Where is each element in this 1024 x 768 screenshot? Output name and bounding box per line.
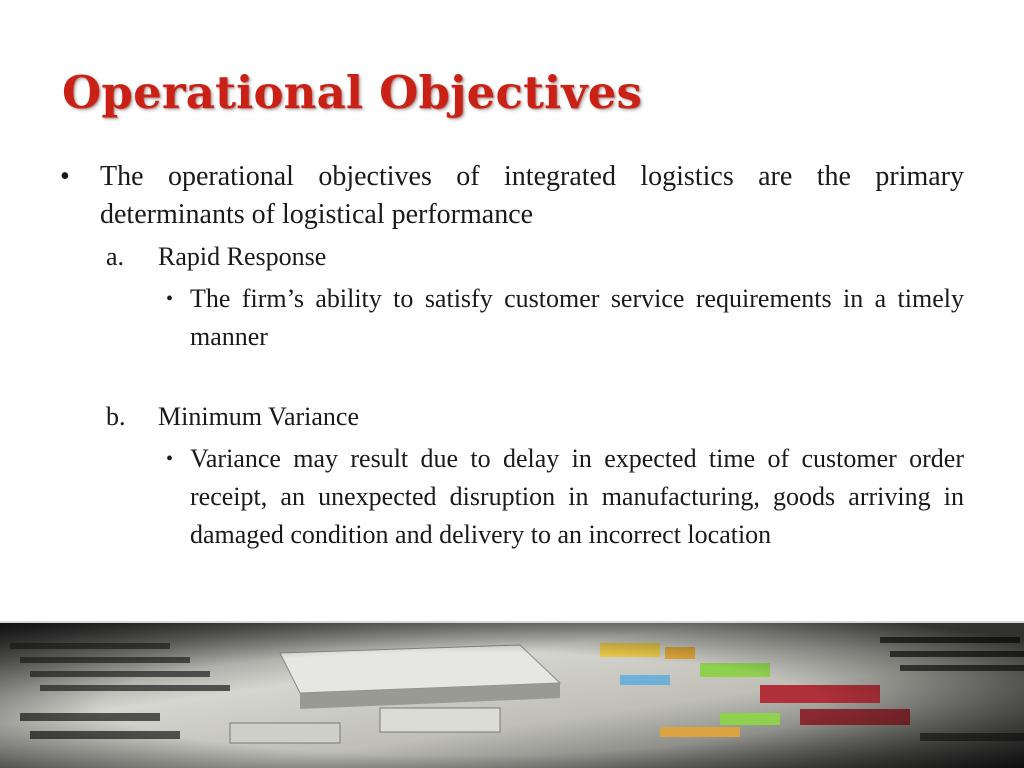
warehouse-image (0, 621, 1024, 768)
objective-label: Rapid Response (158, 242, 327, 271)
slide-title: Operational Objectives (62, 66, 643, 119)
bullet-icon: • (166, 288, 174, 310)
objective-detail-text: Variance may result due to delay in expected time of customer order receipt, an unexpected disruption in manufacturing, goods arriving in damaged condition and delivery to an incorrect location (190, 444, 964, 549)
intro-bullet-item (60, 158, 964, 234)
bullet-icon: • (60, 161, 70, 192)
objective-detail-text: The firm’s ability to satisfy customer service requirements in a timely manner (190, 284, 964, 351)
list-marker: b. (106, 402, 126, 431)
slide-body (60, 158, 964, 554)
objective-detail-a (60, 280, 964, 356)
objective-label: Minimum Variance (158, 402, 359, 431)
spacer (60, 356, 964, 394)
bullet-icon: • (166, 448, 174, 470)
list-marker: a. (106, 242, 125, 271)
objective-detail-b (60, 440, 964, 554)
objective-item-a (60, 238, 964, 276)
intro-text: The operational objectives of integrated logistics are the primary determinants of logistical performance (100, 161, 964, 230)
objective-item-b (60, 398, 964, 436)
